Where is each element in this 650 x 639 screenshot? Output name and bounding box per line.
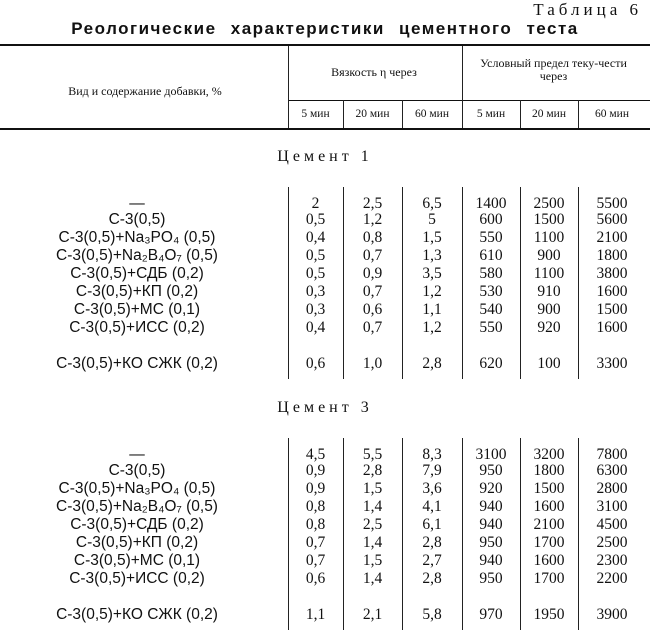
- table-cell: 0,4: [305, 319, 326, 336]
- table-cell: 100: [537, 355, 561, 372]
- table-cell: 1600: [533, 552, 565, 569]
- table-cell: 550: [479, 229, 503, 246]
- table-cell: 0,7: [362, 247, 383, 264]
- table-cell: 5: [428, 211, 436, 228]
- row-label: С-3(0,5)+ИСС (0,2): [69, 319, 205, 336]
- table-cell: 3,5: [422, 265, 442, 282]
- row-label: С-3(0,5)+Na₃PO₄ (0,5): [58, 480, 216, 497]
- table-cell: 1,5: [362, 480, 383, 497]
- row-label: С-3(0,5)+КП (0,2): [75, 283, 199, 300]
- column-group-viscosity: Вязкость η через: [331, 65, 417, 79]
- table-cell: 2300: [596, 552, 628, 569]
- table-cell: 1600: [596, 319, 628, 336]
- table-cell: 1600: [596, 283, 628, 300]
- table-cell: 8,3: [422, 446, 442, 463]
- row-label: С-3(0,5)+КО СЖК (0,2): [56, 606, 218, 623]
- table-cell: 0,5: [305, 265, 326, 282]
- section-title: Цемент 1: [277, 148, 373, 165]
- table-cell: 950: [479, 570, 503, 587]
- subheader-yield-2: 60 мин: [595, 108, 629, 120]
- header-rule-sub-0: [343, 100, 344, 128]
- table-cell: 1,2: [362, 211, 383, 228]
- table-cell: 970: [479, 606, 503, 623]
- row-label: С-3(0,5)+МС (0,1): [73, 552, 201, 569]
- table-cell: 5,5: [362, 446, 383, 463]
- header-bottom-rule: [0, 128, 650, 130]
- row-label: С-3(0,5): [108, 462, 166, 479]
- table-cell: 1700: [533, 570, 565, 587]
- table-cell: 0,9: [305, 462, 326, 479]
- table-cell: 3,6: [422, 480, 442, 497]
- table-cell: 2: [311, 195, 320, 212]
- table-cell: 0,6: [362, 301, 383, 318]
- header-rule-group: [462, 46, 463, 128]
- table-cell: 1100: [533, 229, 565, 246]
- table-title: Реологические характеристики цементного теста: [71, 19, 579, 38]
- table-cell: 4,1: [422, 498, 442, 515]
- subheader-viscosity-2: 60 мин: [415, 108, 449, 120]
- table-cell: 2,8: [362, 462, 383, 479]
- subheader-yield-0: 5 мин: [476, 108, 506, 120]
- header-rule-sub-1: [402, 100, 403, 128]
- table-cell: 6300: [596, 462, 628, 479]
- table-cell: 3800: [596, 265, 628, 282]
- table-cell: 580: [479, 265, 503, 282]
- table-cell: 1,2: [422, 319, 442, 336]
- table-cell: 2,1: [362, 606, 383, 623]
- section-title: Цемент 3: [277, 399, 373, 416]
- column-header-additive: Вид и содержание добавки, %: [68, 84, 222, 98]
- table-cell: 1800: [533, 462, 565, 479]
- table-cell: 0,7: [362, 283, 383, 300]
- table-cell: 1,5: [362, 552, 383, 569]
- table-cell: 2,5: [362, 516, 383, 533]
- table-cell: 1400: [475, 195, 507, 212]
- table-cell: 2100: [533, 516, 565, 533]
- subheader-viscosity-1: 20 мин: [355, 108, 390, 120]
- table-cell: 540: [479, 301, 503, 318]
- column-group-yield: Условный предел теку-чести через: [480, 56, 627, 83]
- table-cell: 0,5: [305, 211, 326, 228]
- table-cell: 1,1: [422, 301, 442, 318]
- table-cell: 1500: [596, 301, 628, 318]
- table-cell: 950: [479, 462, 503, 479]
- table-cell: 0,6: [305, 355, 326, 372]
- table-cell: 5500: [596, 195, 628, 212]
- row-label: —: [129, 446, 145, 463]
- table-cell: 2,8: [422, 534, 442, 551]
- subheader-yield-1: 20 мин: [532, 108, 566, 120]
- table-cell: 7,9: [422, 462, 442, 479]
- table-cell: 940: [479, 498, 503, 515]
- table-cell: 0,3: [305, 283, 326, 300]
- table-cell: 950: [479, 534, 503, 551]
- table-cell: 1,4: [362, 534, 383, 551]
- table-cell: 3300: [596, 355, 628, 372]
- row-label: С-3(0,5)+СДБ (0,2): [70, 516, 204, 533]
- header-rule-sub-3: [578, 100, 579, 128]
- table-cell: 0,8: [362, 229, 383, 246]
- table-cell: 1,5: [422, 229, 442, 246]
- row-label: С-3(0,5)+Na₂B₄O₇ (0,5): [56, 498, 218, 515]
- row-label: С-3(0,5)+Na₂B₄O₇ (0,5): [56, 247, 218, 264]
- table-cell: 5600: [596, 211, 628, 228]
- table-cell: 940: [479, 552, 503, 569]
- table-cell: 2100: [596, 229, 628, 246]
- table-cell: 0,7: [362, 319, 383, 336]
- table-cell: 2,8: [422, 570, 442, 587]
- table-cell: 3200: [533, 446, 565, 463]
- row-label: С-3(0,5)+МС (0,1): [73, 301, 201, 318]
- table-cell: 3100: [475, 446, 507, 463]
- table-cell: 0,5: [305, 247, 326, 264]
- table-cell: 920: [479, 480, 503, 497]
- table-cell: 0,3: [305, 301, 326, 318]
- table-cell: 0,7: [305, 534, 326, 551]
- table-cell: 1,4: [362, 498, 383, 515]
- table-cell: 1700: [533, 534, 565, 551]
- table-cell: 6,5: [422, 195, 442, 212]
- table-cell: 1,2: [422, 283, 442, 300]
- table-cell: 4500: [596, 516, 628, 533]
- header-rule-sub-2: [520, 100, 521, 128]
- table-cell: 610: [479, 247, 503, 264]
- table-cell: 0,4: [305, 229, 326, 246]
- table-cell: 620: [479, 355, 503, 372]
- subheader-viscosity-0: 5 мин: [301, 108, 330, 120]
- table-cell: 920: [537, 319, 561, 336]
- row-label: С-3(0,5)+СДБ (0,2): [70, 265, 204, 282]
- row-label: С-3(0,5)+КП (0,2): [75, 534, 199, 551]
- row-label: С-3(0,5): [108, 211, 166, 228]
- table-cell: 4,5: [305, 446, 326, 463]
- table-cell: 1600: [533, 498, 565, 515]
- table-cell: 3900: [596, 606, 628, 623]
- table-cell: 1,1: [305, 606, 326, 623]
- table-cell: 0,6: [305, 570, 326, 587]
- table-cell: 2200: [596, 570, 628, 587]
- table-cell: 550: [479, 319, 503, 336]
- table-cell: 2,7: [422, 552, 442, 569]
- table-cell: 2500: [533, 195, 565, 212]
- table-cell: 1,0: [362, 355, 383, 372]
- header-rule-main: [288, 46, 289, 128]
- row-label: —: [129, 195, 145, 212]
- table-cell: 1100: [533, 265, 565, 282]
- table-cell: 2800: [596, 480, 628, 497]
- table-cell: 7800: [596, 446, 628, 463]
- table-cell: 600: [479, 211, 503, 228]
- table-cell: 0,8: [305, 516, 326, 533]
- table-cell: 1800: [596, 247, 628, 264]
- table-cell: 2,8: [422, 355, 442, 372]
- table-cell: 940: [479, 516, 503, 533]
- table-cell: 6,1: [422, 516, 442, 533]
- header-top-rule: [0, 44, 650, 46]
- table-cell: 1500: [533, 211, 565, 228]
- table-cell: 1950: [533, 606, 565, 623]
- row-label: С-3(0,5)+ИСС (0,2): [69, 570, 205, 587]
- table-number: Таблица 6: [533, 0, 642, 19]
- table-cell: 0,9: [305, 480, 326, 497]
- table-cell: 0,7: [305, 552, 326, 569]
- table-cell: 2500: [596, 534, 628, 551]
- table-cell: 910: [537, 283, 561, 300]
- table-cell: 900: [537, 247, 561, 264]
- table-cell: 900: [537, 301, 561, 318]
- table-cell: 530: [479, 283, 503, 300]
- row-label: С-3(0,5)+Na₃PO₄ (0,5): [58, 229, 216, 246]
- table-cell: 0,9: [362, 265, 383, 282]
- table-cell: 1,3: [422, 247, 442, 264]
- table-cell: 5,8: [422, 606, 442, 623]
- row-label: С-3(0,5)+КО СЖК (0,2): [56, 355, 218, 372]
- table-cell: 3100: [596, 498, 628, 515]
- table-cell: 2,5: [362, 195, 383, 212]
- table-cell: 1,4: [362, 570, 383, 587]
- table-cell: 1500: [533, 480, 565, 497]
- table-cell: 0,8: [305, 498, 326, 515]
